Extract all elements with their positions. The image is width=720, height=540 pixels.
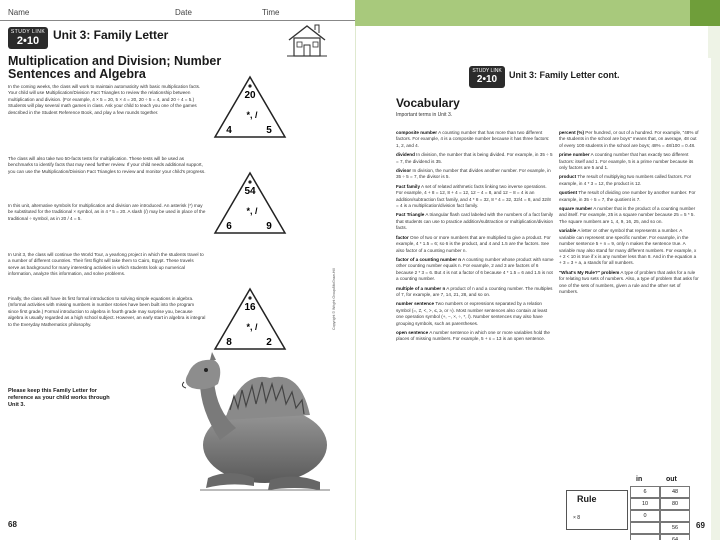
fact-triangle-2: [212, 170, 288, 236]
paragraph-2: The class will also take two 50-facts tests for multiplication. These tests will be used as benchmarks to identify facts that may need further review. If your child needs additional support, you can use the Multiplication/Division Fact Triangles to review and monitor your child's progress.: [8, 156, 206, 174]
study-link-badge: [8, 27, 48, 49]
letter-main-title: Multiplication and Division; Number Sentences and Algebra: [8, 54, 222, 81]
time-label: Time: [262, 8, 280, 17]
vocab-entry: variable A letter or other symbol that represents a number. A variable can represent one specific number. For example, in the number sentence 5 + n = 9, only n makes the sentence true. A variable may also stand for many different numbers. For example, x + 2 < 10 is true if x is any number less than 8. And in the equation a + 3 = 3 + a, a stands for all numbers.: [559, 228, 697, 266]
triangle-2-top: 54: [244, 186, 256, 197]
in-cell: 6: [630, 486, 660, 498]
vocabulary-heading: Vocabulary: [396, 96, 460, 110]
vocab-entry: Fact Triangle A triangular flash card labeled with the numbers of a fact family that students can use to practice addition/subtraction or multiplication/division facts.: [396, 212, 554, 231]
closing-note: Please keep this Family Letter for reference as your child works through Unit 3.: [8, 388, 110, 408]
vocab-entry: number sentence Two numbers or expressions separated by a relation symbol (=, ≠, <, >, ≤, ≥, or ≈). Most number sentences also contain at least one operation symbol (+, −, ×, ÷, *, /). Number sentences may also have grouping symbols, such as parentheses.: [396, 301, 548, 326]
paragraph-5: Finally, the class will have its first formal introduction to solving simple equations in algebra. (Informal activities with missing numbers in number stories have been built into the program since first grade.) Formal introduction to algebra in fourth grade may surprise you, because algebra is usually regarded as a high school subject. However, an early start in algebra is integral to the Everyday Mathematics philosophy.: [8, 296, 206, 327]
triangle-3-right: 2: [266, 337, 272, 348]
unit-title-right: Unit 3: Family Letter cont.: [509, 70, 620, 80]
triangle-2-left: 6: [226, 221, 232, 232]
out-cell: [660, 510, 690, 522]
in-cell: [630, 522, 660, 534]
paragraph-3: In this unit, alternative symbols for multiplication and division are introduced. An asterisk (*) may be substituted for the traditional × symbol, as in 4 * 5 = 20. A slash (/) may be used in place of the traditional ÷ symbol, as in 20 / 4 = 5.: [8, 203, 206, 221]
vocab-column-1: [396, 130, 554, 346]
vocab-entry: multiple of a number n A product of n and a counting number. The multiples of 7, for example, are 7, 14, 21, 28, and so on.: [396, 285, 553, 297]
fact-triangle-1: [212, 74, 288, 140]
study-link-number: 2•10: [16, 35, 40, 47]
study-link-number-right: 2•10: [476, 74, 498, 85]
vocab-entry: quotient The result of dividing one number by another number. For example, in 35 ÷ 5 = 7, the quotient is 7.: [559, 190, 696, 202]
left-page: [0, 0, 355, 540]
out-cell: 80: [660, 498, 690, 510]
vocab-entry: factor One of two or more numbers that are multiplied to give a product. For example, 4 * 1.5 = 6; so 6 is the product, and 4 and 1.5 are the factors. See also factor of a counting number n.: [396, 234, 551, 253]
triangle-2-right: 9: [266, 221, 272, 232]
rule-label: Rule: [577, 494, 597, 504]
vocab-entry: dividend In division, the number that is being divided. For example, in 35 ÷ 5 = 7, the dividend is 35.: [396, 152, 553, 164]
rule-box: [566, 490, 628, 530]
frame-top-bar: [355, 0, 720, 26]
triangle-1-op: *, /: [246, 110, 258, 120]
paragraph-1: In the coming weeks, the class will work to maintain automaticity with basic multiplication facts. Your child will use Multiplication/Division Fact Triangles to review the relationship between multiplication and division. (For example, 4 × 5 = 20, 5 × 4 = 20, 20 ÷ 5 = 4, and 20 ÷ 4 = 5.) Students will play several math games in class. Ask your child to teach you one of the games described in the Student Reference Book, and play a few rounds together.: [8, 84, 201, 115]
vocab-entry: prime number A counting number that has exactly two different factors: itself and 1. For example, 5 is a prime number because its only factors are 5 and 1.: [559, 152, 694, 171]
triangle-1-right: 5: [266, 125, 272, 136]
camel-illustration: [170, 300, 335, 510]
vocab-entry: composite number A counting number that has more than two different factors. For example, 4 is a composite number because it has three factors: 1, 2, and 4.: [396, 130, 550, 148]
triangle-3-left: 8: [226, 337, 232, 348]
vocab-entry: open sentence A number sentence in which one or more variables hold the places of missing numbers. For example, 5 + x = 13 is an open sentence.: [396, 329, 550, 342]
date-label: Date: [175, 8, 192, 17]
triangle-3-op: *, /: [246, 322, 258, 332]
triangle-3-top: 16: [244, 302, 256, 313]
out-cell: 64: [660, 534, 690, 540]
vocab-entry: factor of a counting number n A counting number whose product with some other counting number equals n. For example, 2 and 3 are factors of 6 because 2 * 3 = 6. But 4 is not a factor of 6 because 4 * 1.5 = 6 and 1.5 is not a counting number.: [396, 256, 554, 282]
house-icon: [285, 22, 329, 60]
study-link-small-right: STUDY LINK: [472, 68, 502, 74]
in-header: in: [636, 476, 643, 483]
in-cell: [630, 534, 660, 540]
in-cell: 0: [630, 510, 660, 522]
frame-corner-accent: [690, 0, 720, 26]
vocab-entry: Fact family A set of related arithmetic facts linking two inverse operations. For example, 4 + 8 = 12, 8 + 4 = 12, 12 − 4 = 8, and 12 − 8 = 4 is an addition/subtraction fact family, and 4 * 8 = 32, 8 * 4 = 32, 32/4 = 8, and 32/8 = 4 is a multiplication/division fact family.: [396, 183, 551, 209]
out-cell: 56: [660, 522, 690, 534]
out-header: out: [666, 476, 677, 483]
vocab-entry: product The result of multiplying two numbers called factors. For example, in 4 * 3 = 12, the product is 12.: [559, 174, 692, 186]
out-cell: 48: [660, 486, 690, 498]
vocab-entry: square number A number that is the product of a counting number and itself. For example, 25 is a square number because 25 = 5 * 5. The square numbers are 1, 4, 9, 16, 25, and so on.: [559, 206, 696, 224]
header-rule: [0, 20, 355, 21]
study-link-small: STUDY LINK: [10, 29, 46, 35]
study-link-badge-right: [469, 66, 505, 88]
paragraph-4: In Unit 3, the class will continue the World Tour, a yearlong project in which the students travel to a number of different countries. Their first flight will take them to Cairo, Egypt. These travels serve as background for many interesting activities in which students look up numerical information, analyze this information, and solve problems.: [8, 252, 204, 277]
vocabulary-subheading: Important terms in Unit 3.: [396, 112, 453, 118]
triangle-1-top: 20: [244, 90, 256, 101]
page-number-right: 69: [696, 521, 705, 530]
vocab-entry: percent (%) Per hundred, or out of a hundred. For example, "48% of the students in the school are boys" means that, on average, 48 out of every 100 students in the school are boys; 48% = 48/100 = 0.48.: [559, 130, 699, 148]
triangle-1-left: 4: [226, 125, 232, 136]
triangle-2-op: *, /: [246, 206, 258, 216]
vocab-entry: "What's My Rule?" problem A type of problem that asks for a rule for relating two sets of numbers. Also, a type of problem that asks for one of the sets of numbers, given a rule and the other set of numbers.: [559, 269, 699, 294]
page-number-left: 68: [8, 520, 17, 529]
right-page: [366, 58, 711, 540]
in-cell: 10: [630, 498, 660, 510]
vocab-column-2: [559, 130, 699, 298]
unit-title: Unit 3: Family Letter: [53, 28, 169, 42]
vocab-entry: divisor In division, the number that divides another number. For example, in 35 ÷ 5 = 7, the divisor is 5.: [396, 168, 551, 180]
rule-value: × 8: [573, 515, 581, 521]
copyright-notice: Copyright © Wright Group/McGraw-Hill: [332, 268, 336, 330]
name-label: Name: [8, 8, 30, 17]
